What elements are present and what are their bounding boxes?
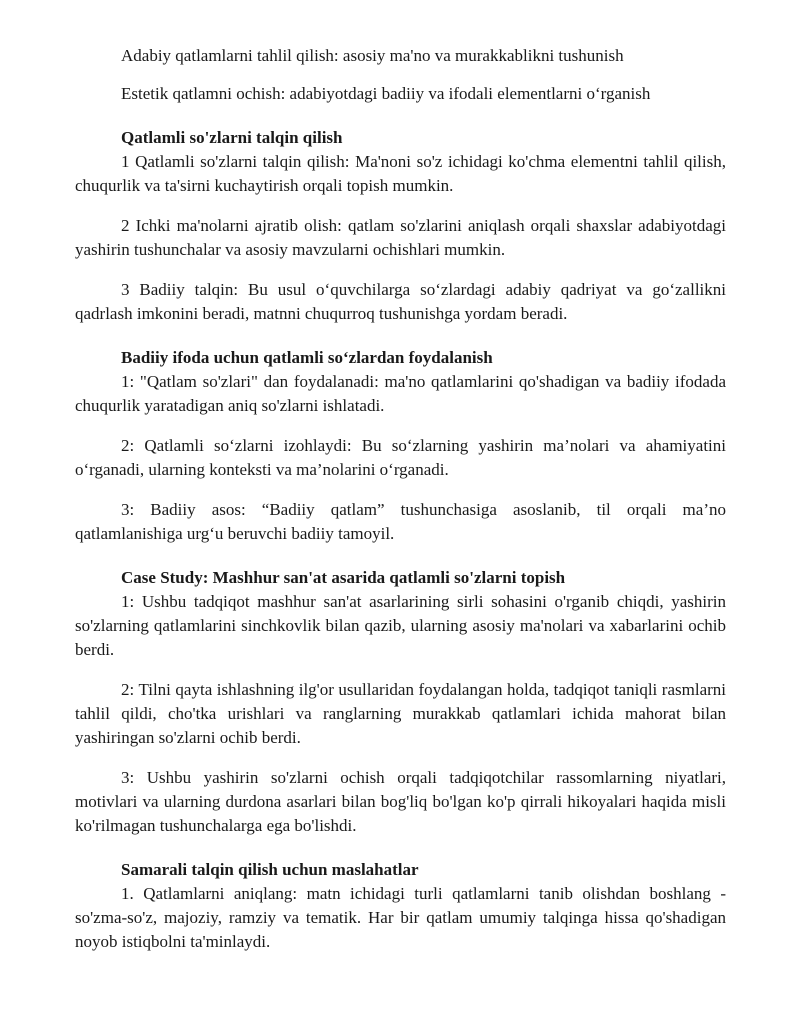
paragraph: 1 Qatlamli so'zlarni talqin qilish: Ma'noni so'z ichidagi ko'chma elementni tahlil qilish, chuqurlik va ta'sirni kuchaytirish orqali topish mumkin. <box>75 152 726 195</box>
paragraph: 2: Tilni qayta ishlashning ilg'or usullaridan foydalangan holda, tadqiqot taniqli rasmlarni tahlil qildi, cho'tka urishlari va ranglarning murakkab qatlamlari ichida mahorat bilan yashiringan so'zlarni ochib berdi. <box>75 680 726 747</box>
section-heading: Samarali talqin qilish uchun maslahatlar <box>121 860 419 879</box>
paragraph: 3: Badiiy asos: “Badiiy qatlam” tushunchasiga asoslanib, til orqali ma’no qatlamlanishiga urg‘u beruvchi badiiy tamoyil. <box>75 500 726 543</box>
intro-line-1: Adabiy qatlamlarni tahlil qilish: asosiy ma'no va murakkablikni tushunish <box>121 46 624 65</box>
intro-line-2: Estetik qatlamni ochish: adabiyotdagi badiiy va ifodali elementlarni o‘rganish <box>121 84 651 103</box>
section-heading: Qatlamli so'zlarni talqin qilish <box>121 128 343 147</box>
paragraph: 1. Qatlamlarni aniqlang: matn ichidagi turli qatlamlarni tanib olishdan boshlang - so'zma-so'z, majoziy, ramziy va tematik. Har bir qatlam umumiy talqinga hissa qo'shadigan noyob istiqbolni ta'minlaydi. <box>75 884 726 951</box>
section-heading: Badiiy ifoda uchun qatlamli so‘zlardan foydalanish <box>121 348 493 367</box>
paragraph: 3 Badiiy talqin: Bu usul o‘quvchilarga so‘zlardagi adabiy qadriyat va go‘zallikni qadrlash imkonini beradi, matnni chuqurroq tushunishga yordam beradi. <box>75 280 726 323</box>
paragraph: 1: "Qatlam so'zlari" dan foydalanadi: ma'no qatlamlarini qo'shadigan va badiiy ifodada chuqurlik yaratadigan aniq so'zlarni ishlatadi. <box>75 372 726 415</box>
paragraph: 3: Ushbu yashirin so'zlarni ochish orqali tadqiqotchilar rassomlarning niyatlari, motivlari va ularning durdona asarlari bilan bog'liq bo'lgan ko'p qirrali hikoyalari haqida misli ko'rilmagan tushunchalarga ega bo'lishdi. <box>75 768 726 835</box>
section-heading: Case Study: Mashhur san'at asarida qatlamli so'zlarni topish <box>121 568 566 587</box>
paragraph: 2: Qatlamli so‘zlarni izohlaydi: Bu so‘zlarning yashirin ma’nolari va ahamiyatini o‘rganadi, ularning konteksti va ma’nolarini o‘rganadi. <box>75 436 726 479</box>
paragraph: 2 Ichki ma'nolarni ajratib olish: qatlam so'zlarini aniqlash orqali shaxslar adabiyotdagi yashirin tushunchalar va asosiy mavzularni ochishlari mumkin. <box>75 216 726 259</box>
document-page <box>75 44 726 954</box>
paragraph: 1: Ushbu tadqiqot mashhur san'at asarlarining sirli sohasini o'rganib chiqdi, yashirin so'zlarning qatlamlarini sinchkovlik bilan qazib, ularning asosiy ma'nolari va xabarlarini ochib berdi. <box>75 592 726 659</box>
